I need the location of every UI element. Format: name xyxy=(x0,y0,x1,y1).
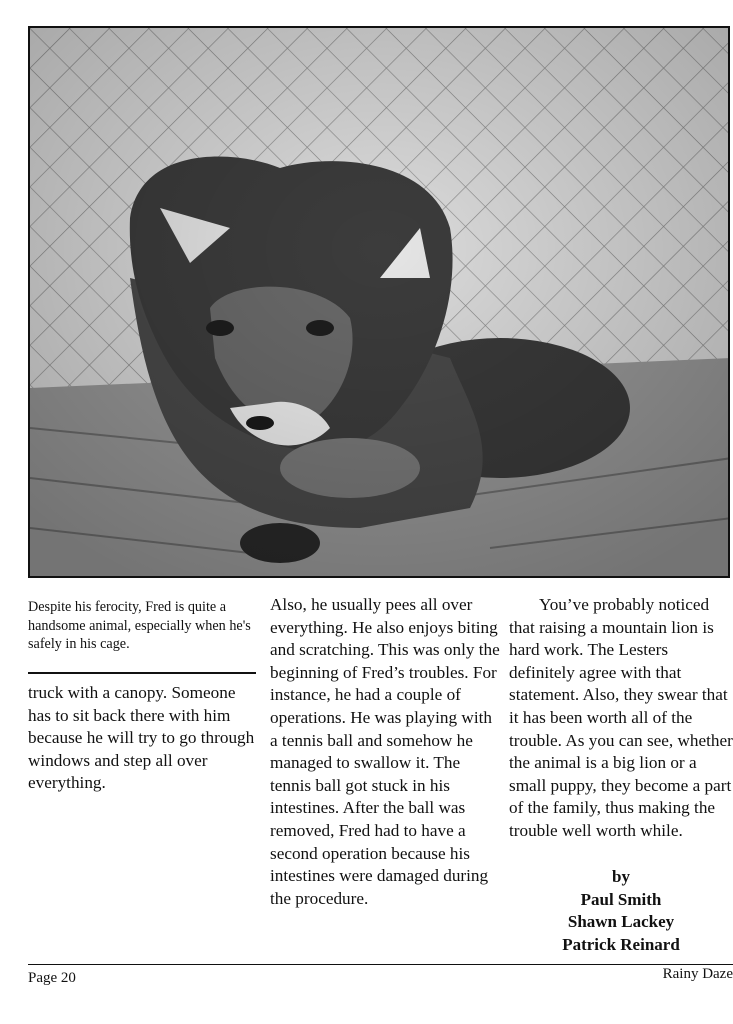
publication-name: Rainy Daze xyxy=(662,966,733,982)
byline xyxy=(509,866,733,956)
byline-author: Shawn Lackey xyxy=(567,912,675,931)
page-number: Page 20 xyxy=(28,970,76,986)
footer-divider xyxy=(28,964,733,965)
mountain-lion-photo xyxy=(28,26,730,578)
article-column-3 xyxy=(509,594,733,843)
byline-author: Patrick Reinard xyxy=(562,934,680,954)
photo-caption: Despite his ferocity, Fred is quite a handsome animal, especially when he's safely in his cage. xyxy=(28,599,251,652)
column-2-paragraph: Also, he usually pees all over everything. He also enjoys biting and scratching. This was only the beginning of Fred’s troubles. For instance, he had a couple of operations. He was playing with a tennis ball and somehow he managed to swallow it. The tennis ball got stuck in his intestines. After the ball was removed, Fred had to have a second operation because his intestines were damaged during the procedure. xyxy=(270,595,500,908)
byline-by: by xyxy=(612,867,630,886)
column-1-paragraph: truck with a canopy. Someone has to sit back there with him because he will try to go through windows and step all over everything. xyxy=(28,683,255,793)
article-column-1 xyxy=(28,682,260,795)
byline-author: Paul Smith xyxy=(580,889,662,909)
caption-divider xyxy=(28,672,256,674)
article-column-2 xyxy=(270,594,500,910)
column-3-paragraph: You’ve probably noticed that raising a mountain lion is hard work. The Lesters definitely agree with that statement. Also, they swear that it has been worth all of the trouble. As you can see, whether the animal is a big lion or a small puppy, they become a part of the family, thus making the trouble well worth while. xyxy=(509,595,733,840)
